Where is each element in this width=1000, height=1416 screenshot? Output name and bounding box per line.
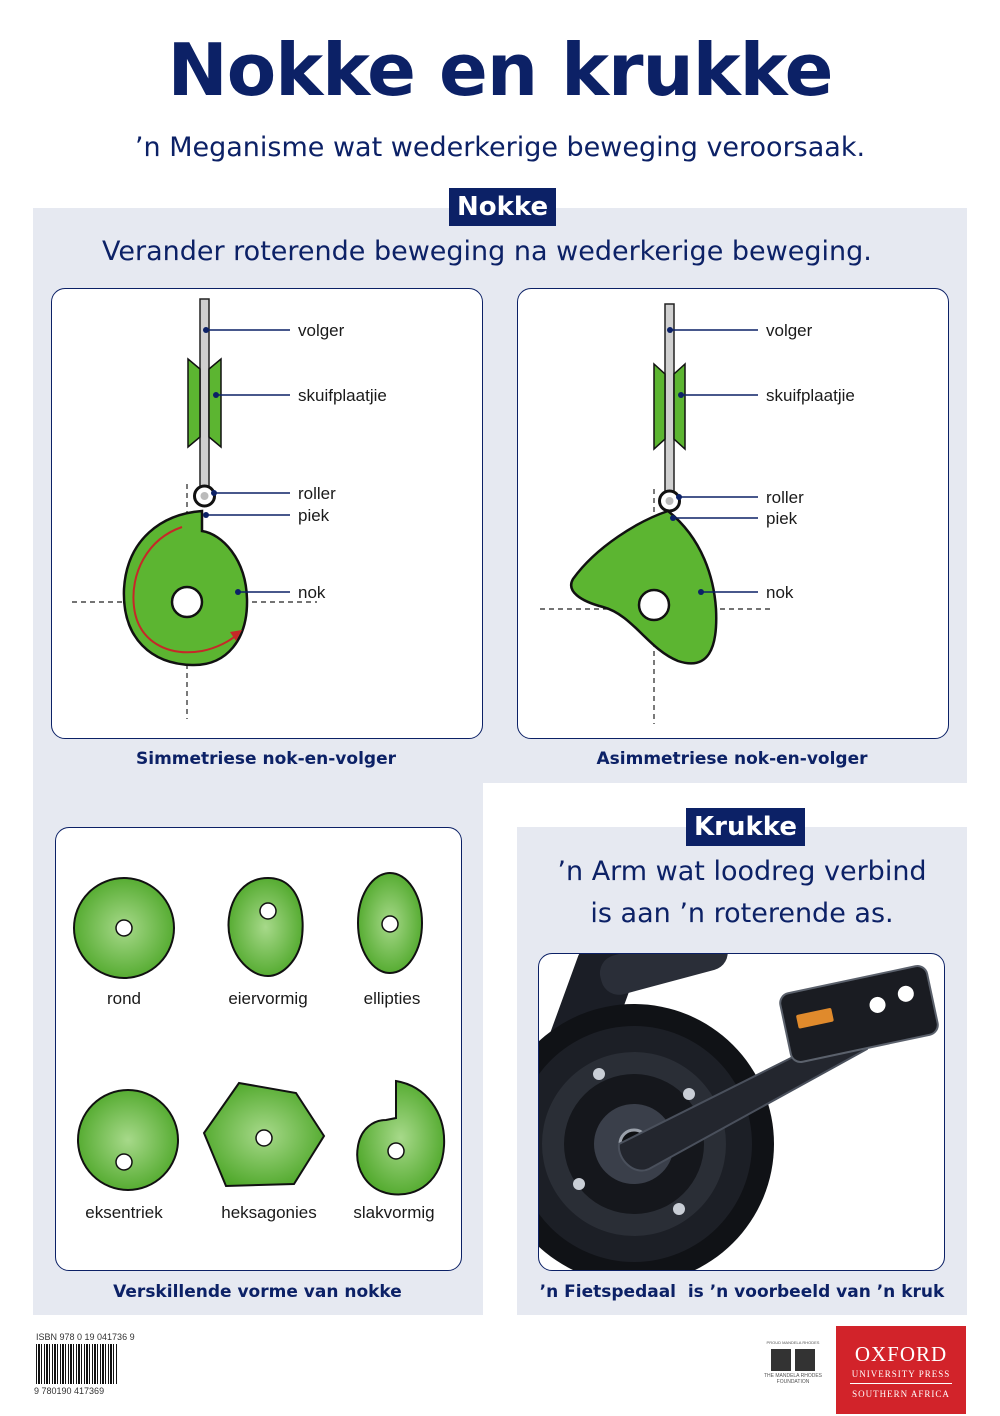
symmetric-cam-diagram (52, 289, 482, 738)
label-roller: roller (298, 484, 336, 503)
mandela-rhodes-logo (758, 1340, 828, 1400)
asymmetric-cam (571, 511, 716, 663)
oxford-word: OXFORD (854, 1342, 948, 1366)
portrait-icon (770, 1349, 816, 1371)
shape-label: rond (106, 989, 142, 1008)
krukke-description-1: ’n Arm wat loodreg verbind (557, 856, 927, 887)
asymmetric-cam-card (517, 288, 949, 739)
label-volger: volger (298, 321, 345, 340)
nokke-description: Verander roterende beweging na wederkerige beweging. (102, 236, 872, 267)
isbn-text: ISBN 978 0 19 041736 9 (36, 1332, 135, 1342)
shape-label: eiervormig (228, 989, 308, 1008)
label-piek: piek (298, 506, 330, 525)
symmetric-caption: Simmetriese nok-en-volger (136, 749, 396, 769)
krukke-tag: Krukke (686, 808, 805, 846)
shape-label: slakvormig (353, 1203, 435, 1222)
label-skuifplaatjie: skuifplaatjie (766, 386, 855, 405)
label-piek: piek (766, 509, 798, 528)
nokke-tag: Nokke (449, 188, 556, 226)
krukke-description-2: is aan ’n roterende as. (590, 898, 894, 929)
foundation-name: THE MANDELA RHODES (763, 1373, 823, 1379)
label-roller: roller (766, 488, 804, 507)
bicycle-pedal-photo (538, 953, 945, 1271)
crank-illustration (539, 954, 944, 1270)
eccentric-cam (78, 1090, 178, 1190)
oxford-logo (836, 1326, 966, 1414)
asymmetric-cam-diagram (518, 289, 948, 738)
label-nok: nok (766, 583, 794, 602)
krukke-photo-caption: ’n Fietspedaal is ’n voorbeeld van ’n kruk (539, 1282, 945, 1302)
asymmetric-caption: Asimmetriese nok-en-volger (596, 749, 868, 769)
snail-shaped-cam (357, 1081, 444, 1195)
label-skuifplaatjie: skuifplaatjie (298, 386, 387, 405)
shape-label: heksagonies (221, 1203, 317, 1222)
oxford-press: UNIVERSITY PRESS (850, 1369, 952, 1384)
oxford-region: SOUTHERN AFRICA (852, 1389, 950, 1399)
cam-shapes-diagram (56, 828, 461, 1270)
cam-shapes-card (55, 827, 462, 1271)
label-volger: volger (766, 321, 813, 340)
page-subtitle: ’n Meganisme wat wederkerige beweging veroorsaak. (134, 132, 866, 163)
shapes-caption: Verskillende vorme van nokke (113, 1282, 402, 1302)
shape-label: ellipties (363, 989, 421, 1008)
label-nok: nok (298, 583, 326, 602)
foundation-word: FOUNDATION (776, 1379, 810, 1385)
foundation-small-text: PROUD MANDELA RHODES (766, 1340, 820, 1345)
shape-label: eksentriek (85, 1203, 163, 1222)
symmetric-cam-card (51, 288, 483, 739)
page-title: Nokke en krukke (167, 28, 833, 112)
egg-cam (229, 878, 303, 976)
barcode (36, 1344, 118, 1384)
barcode-digits: 9 780190 417369 (34, 1386, 105, 1396)
